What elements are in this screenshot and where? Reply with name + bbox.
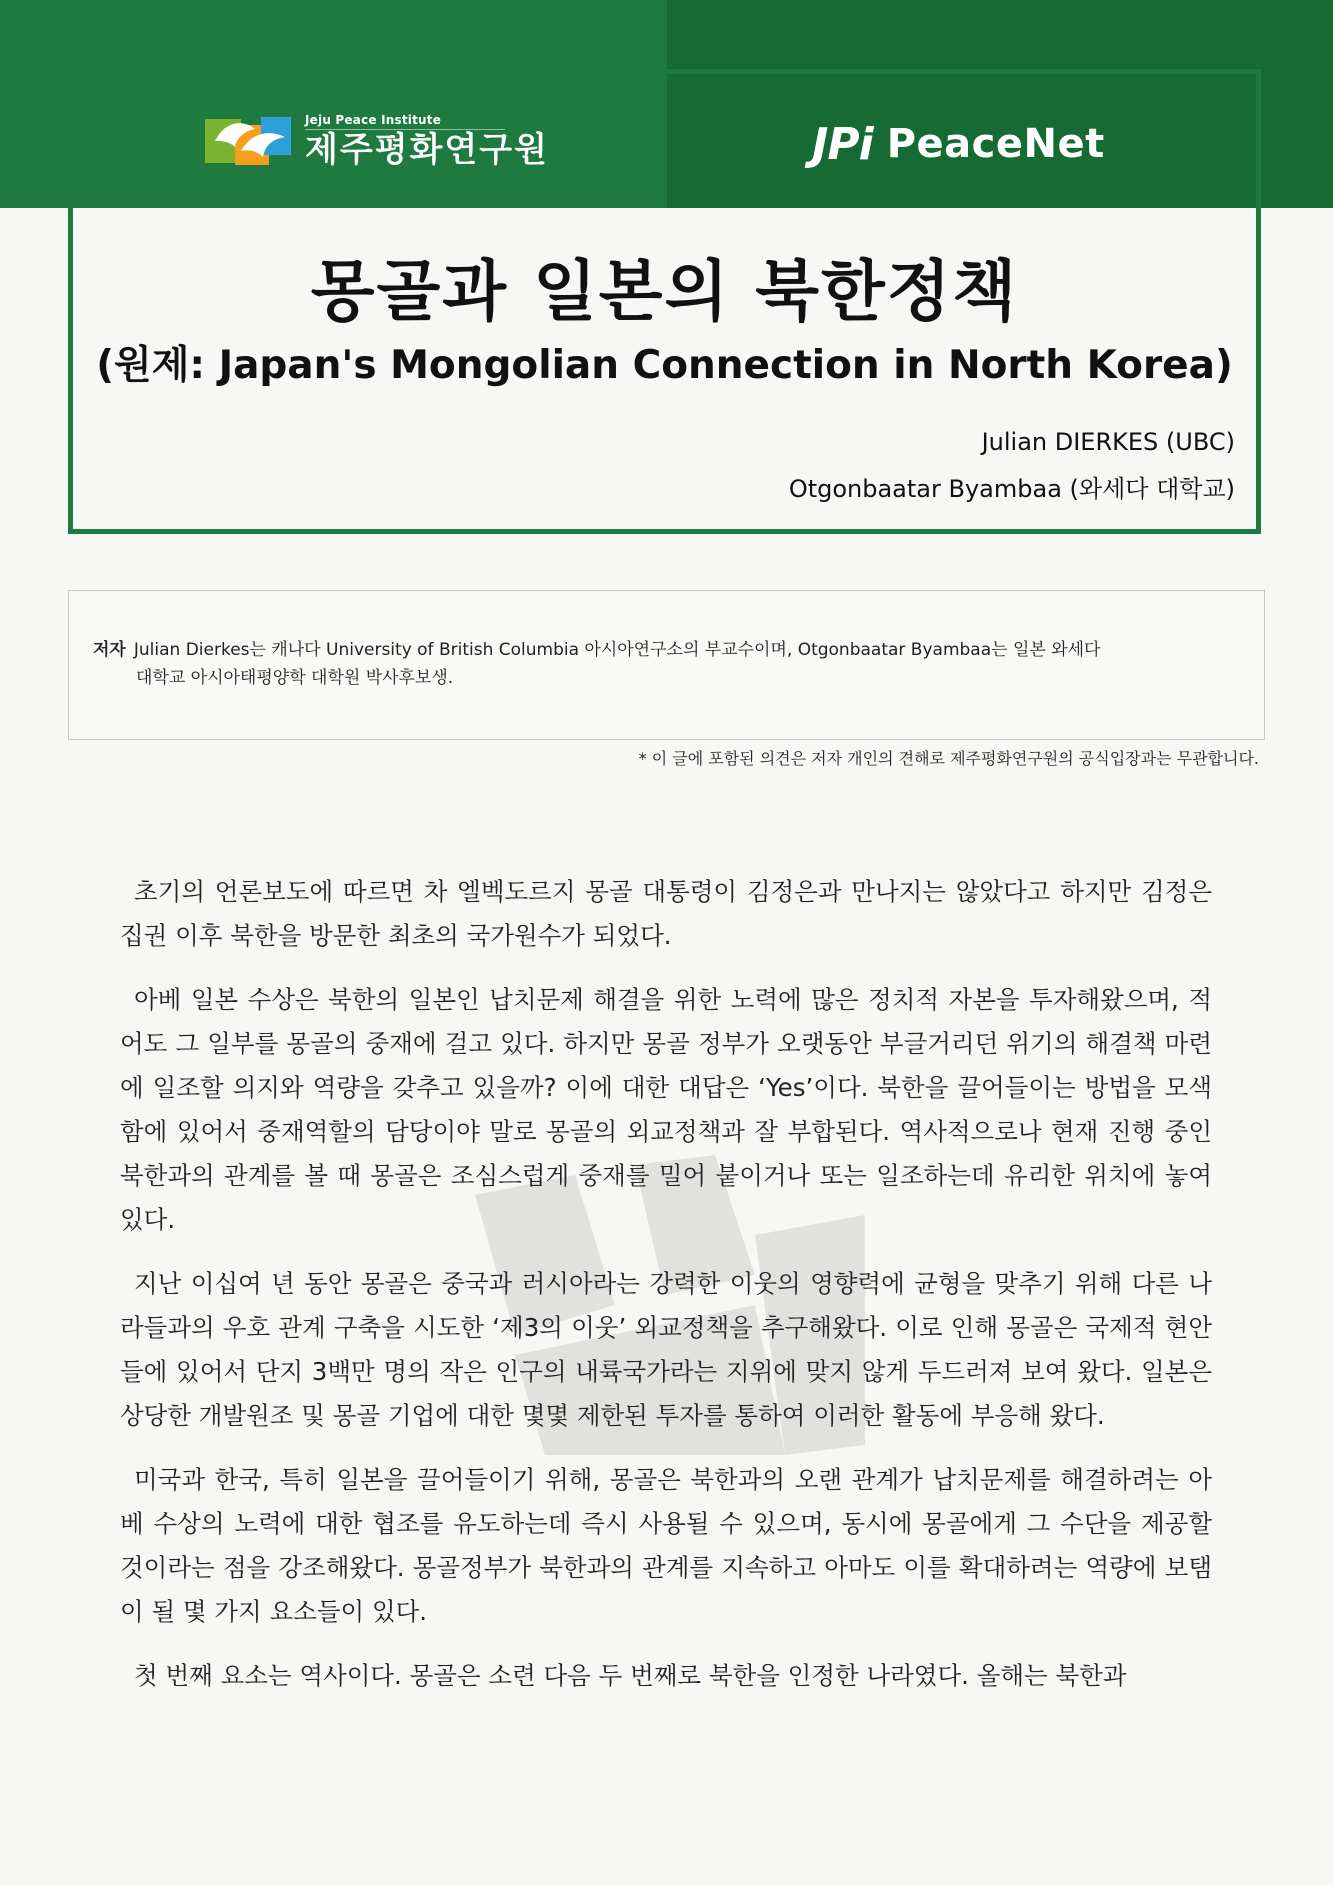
paragraph-2: 아베 일본 수상은 북한의 일본인 납치문제 해결을 위한 노력에 많은 정치적 자본을 투자해왔으며, 적어도 그 일부를 몽골의 중재에 걸고 있다. 하지만 몽골 정부가 오랫동안 부글거리던 위기의 해결책 마련에 일조할 의지와 역량을 갖추고 있을까? 이에 대한 대답은 ‘Yes’이다. 북한을 끌어들이는 방법을 모색함에 있어서 중재역할의 담당이야 말로 몽골의 외교정책과 잘 부합된다. 역사적으로나 현재 진행 중인 북한과의 관계를 볼 때 몽골은 조심스럽게 중재를 밀어 붙이거나 또는 일조하는데 유리한 위치에 놓여 있다. (120, 985, 1212, 1234)
author-info-label: 저자 (93, 640, 126, 660)
peacenet-wordmark: PeaceNet (886, 121, 1105, 167)
paragraph-1: 초기의 언론보도에 따르면 차 엘벡도르지 몽골 대통령이 김정은과 만나지는 않았다고 하지만 김정은 집권 이후 북한을 방문한 최초의 국가원수가 되었다. (120, 877, 1212, 950)
peacenet-logo[interactable] (812, 114, 1105, 174)
paragraph-4: 미국과 한국, 특히 일본을 끌어들이기 위해, 몽골은 북한과의 오랜 관계가 납치문제를 해결하려는 아베 수상의 노력에 대한 협조를 유도하는데 즉시 사용될 수 있으며, 동시에 몽골에게 그 수단을 제공할 것이라는 점을 강조해왔다. 몽골정부가 북한과의 관계를 지속하고 아마도 이를 확대하려는 역량에 보탬이 될 몇 가지 요소들이 있다. (120, 1465, 1212, 1626)
paragraph-5: 첫 번째 요소는 역사이다. 몽골은 소련 다음 두 번째로 북한을 인정한 나라였다. 올해는 북한과 (134, 1661, 1127, 1690)
original-title: (원제: Japan's Mongolian Connection in North Korea) (96, 343, 1233, 388)
author-info-line1: Julian Dierkes는 캐나다 University of British Columbia 아시아연구소의 부교수이며, Otgonbaatar Byambaa는 일본 와세다 (133, 640, 1101, 660)
institute-logo[interactable] (205, 109, 549, 173)
disclaimer: * 이 글에 포함된 의견은 저자 개인의 견해로 제주평화연구원의 공식입장과는 무관합니다. (638, 749, 1259, 768)
paragraph-3: 지난 이십여 년 동안 몽골은 중국과 러시아라는 강력한 이웃의 영향력에 균형을 맞추기 위해 다른 나라들과의 우호 관계 구축을 시도한 ‘제3의 이웃’ 외교정책을 추구해왔다. 이로 인해 몽골은 국제적 현안들에 있어서 단지 3백만 명의 작은 인구의 내륙국가라는 지위에 맞지 않게 두드러져 보여 왔다. 일본은 상당한 개발원조 및 몽골 기업에 대한 몇몇 제한된 투자를 통하여 이러한 활동에 부응해 왔다. (120, 1269, 1212, 1430)
author-info-line2: 대학교 아시아태평양학 대학원 박사후보생. (136, 668, 454, 688)
article-body (120, 870, 1212, 1718)
institute-name-en: Jeju Peace Institute (305, 113, 505, 130)
author-2: Otgonbaatar Byambaa (와세다 대학교) (788, 475, 1235, 503)
page-title: 몽골과 일본의 북한정책 (310, 253, 1019, 330)
author-info (93, 636, 1243, 692)
jpi-mark: JPi (812, 118, 873, 170)
institute-name-ko: 제주평화연구원 (305, 129, 549, 170)
author-1: Julian DIERKES (UBC) (981, 428, 1235, 456)
dove-logo-icon (205, 111, 295, 171)
